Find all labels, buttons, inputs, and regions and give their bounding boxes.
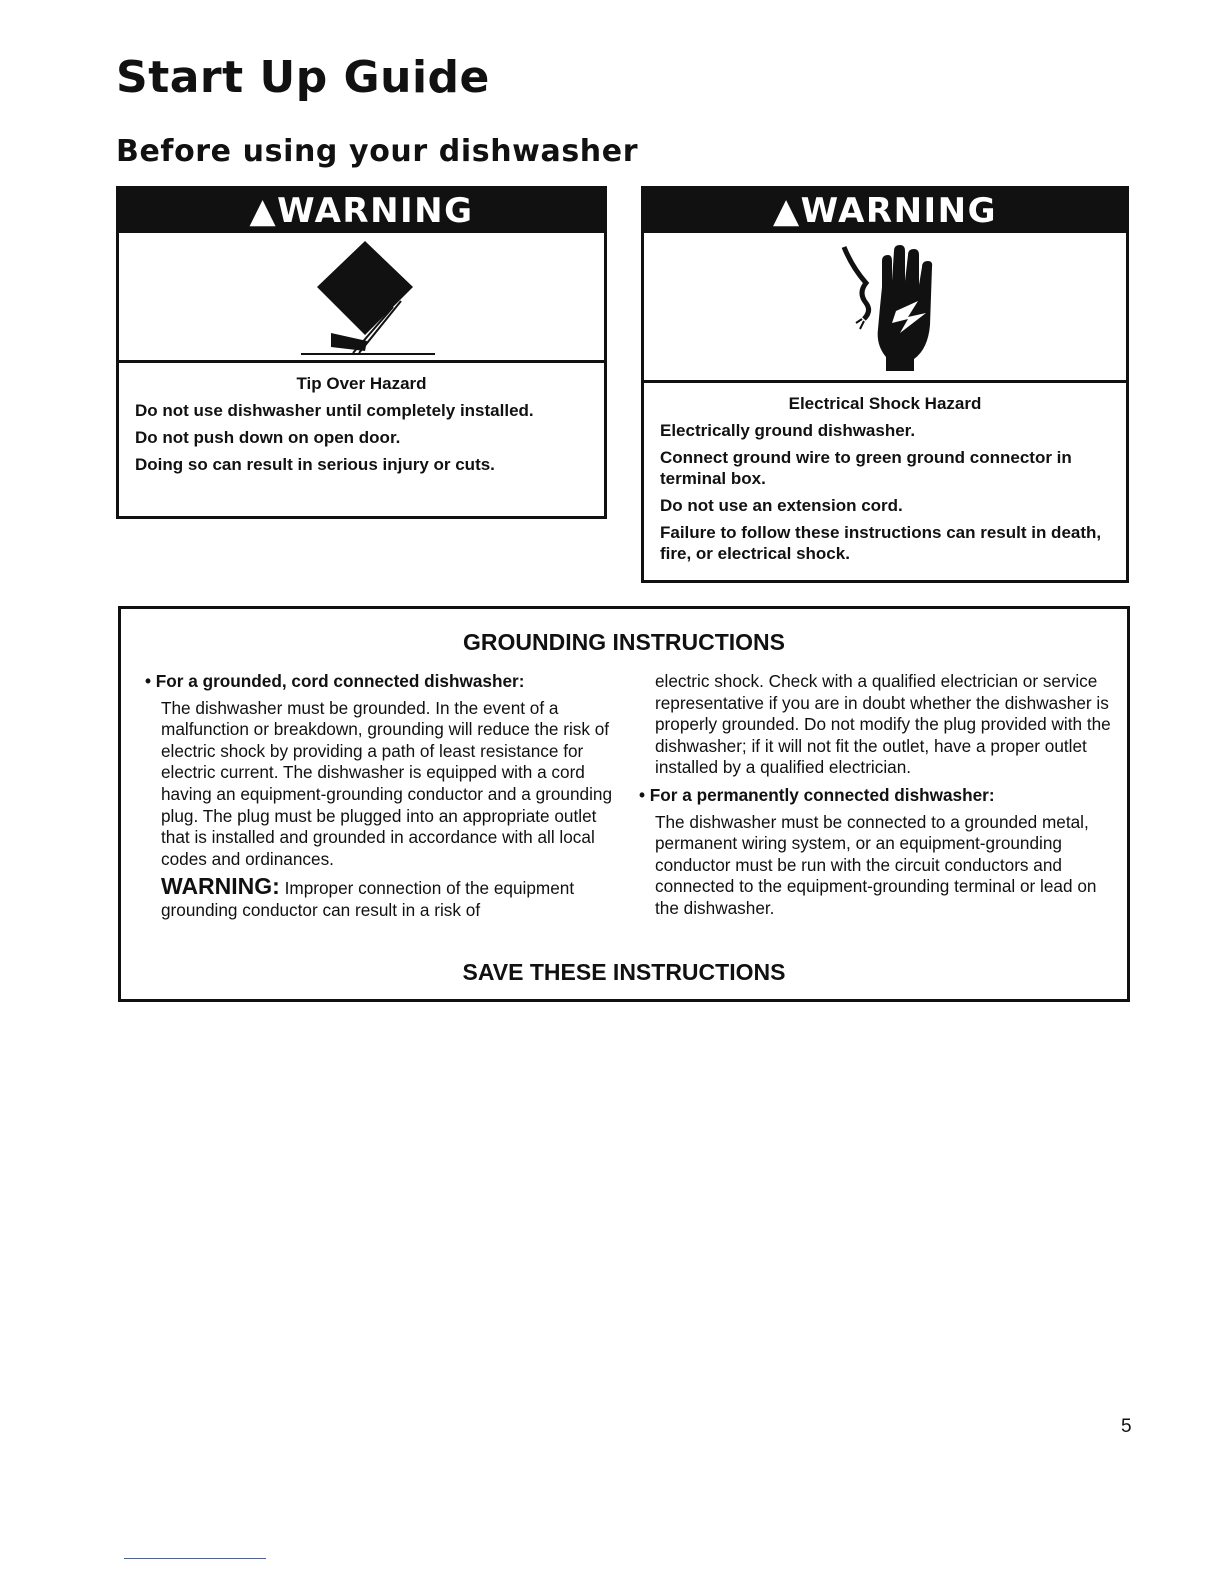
warning-line: Do not use an extension cord. <box>660 496 903 515</box>
grounding-left-column <box>145 671 625 928</box>
warning-header: ▲WARNING <box>119 189 604 233</box>
tip-over-icon <box>283 237 443 361</box>
footer-divider <box>124 1558 266 1559</box>
warning-triangle-icon: ▲ <box>772 191 801 231</box>
warning-icon-area <box>644 233 1126 383</box>
save-instructions: SAVE THESE INSTRUCTIONS <box>462 959 786 985</box>
grounding-instructions-box <box>118 606 1130 1002</box>
hazard-title: Electrical Shock Hazard <box>788 394 982 413</box>
grounding-right-column <box>639 671 1117 926</box>
warning-line: Do not push down on open door. <box>135 428 401 447</box>
electrical-shock-warning-box <box>641 186 1129 583</box>
warning-line: Do not use dishwasher until completely installed. <box>135 401 534 420</box>
warning-header: ▲WARNING <box>644 189 1126 233</box>
page-subtitle: Before using your dishwasher <box>116 134 639 169</box>
electric-shock-hand-icon <box>822 237 962 377</box>
page-title: Start Up Guide <box>116 52 490 103</box>
permanent-connected-text: The dishwasher must be connected to a grounded metal, permanent wiring system, or an equipment-grounding conductor must be run with the circuit conductors and connected to the equipment-grounding terminal or lead on the dishwasher. <box>655 811 1097 918</box>
cord-connected-continued: electric shock. Check with a qualified electrician or service representative if you are in doubt whether the dishwasher is properly grounded. Do not modify the plug provided with the dishwasher; if it will not fit the outlet, have a proper outlet installed by a qualified electrician. <box>655 671 1111 778</box>
grounding-title: GROUNDING INSTRUCTIONS <box>463 629 785 655</box>
tip-over-warning-box <box>116 186 607 519</box>
warning-icon-area <box>119 233 604 363</box>
cord-connected-heading: • For a grounded, cord connected dishwasher: <box>145 671 525 691</box>
warning-triangle-icon: ▲ <box>249 191 278 231</box>
page-number: 5 <box>1121 1416 1132 1437</box>
warning-line: Connect ground wire to green ground connector in terminal box. <box>660 448 1072 488</box>
warning-word: WARNING: <box>161 873 280 900</box>
hazard-title: Tip Over Hazard <box>296 374 427 393</box>
warning-line: Doing so can result in serious injury or cuts. <box>135 455 495 474</box>
warning-line: Electrically ground dishwasher. <box>660 421 916 440</box>
cord-connected-text: The dishwasher must be grounded. In the event of a malfunction or breakdown, grounding will reduce the risk of electric shock by providing a path of least resistance for electric current. The dishwasher is equipped with a cord having an equipment-grounding conductor and a grounding plug. The plug must be plugged into an appropriate outlet that is installed and grounded in accordance with all local codes and ordinances. <box>161 697 613 869</box>
warning-note <box>145 873 625 921</box>
warning-line: Failure to follow these instructions can result in death, fire, or electrical shock. <box>660 523 1102 563</box>
warning-note-text: Improper connection of the equipment grounding conductor can result in a risk of <box>161 878 575 920</box>
permanent-connected-heading: • For a permanently connected dishwasher: <box>639 784 995 805</box>
